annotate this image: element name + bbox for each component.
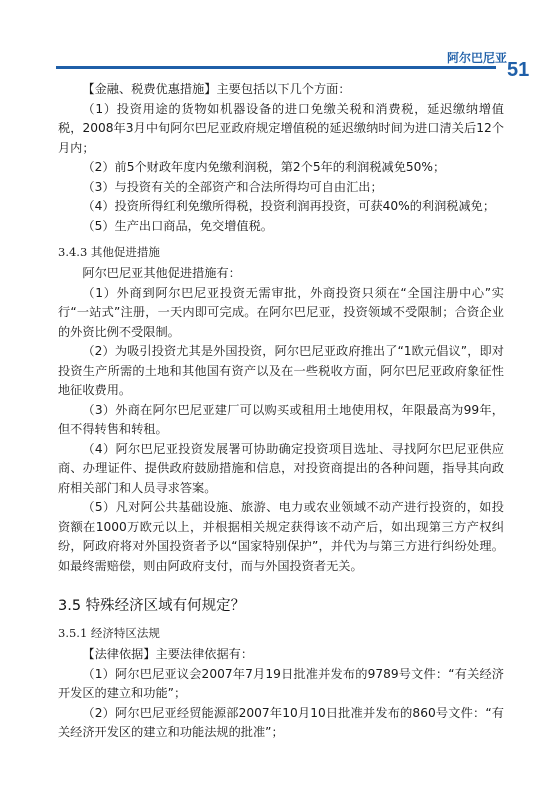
header-title: 阿尔巴尼亚 xyxy=(446,51,507,65)
section-3-5-heading: 3.5 特殊经济区域有何规定？ xyxy=(58,598,246,614)
header-rule xyxy=(56,66,496,69)
page-number: 51 xyxy=(507,59,530,81)
promotion-item-4: （4）阿尔巴尼亚投资发展署可协助确定投资项目选址、寻找阿尔巴尼亚供应商、办理证件、提供政府鼓励措施和信息，对投资商提出的各种问题，指导其向政府相关部门和人员寻求答案。 xyxy=(58,441,504,495)
promotion-item-2: （2）为吸引投资尤其是外国投资，阿尔巴尼亚政府推出了“1欧元倡议”，即对投资生产所需的土地和其他国有资产以及在一些税收方面，阿尔巴尼亚政府象征性地征收费用。 xyxy=(58,344,504,397)
finance-item-3: （3）与投资有关的全部资产和合法所得均可自由汇出； xyxy=(82,179,383,194)
promotion-item-1: （1）外商到阿尔巴尼亚投资无需审批，外商投资只须在“全国注册中心”实行“一站式”注册，一天内即可完成。在阿尔巴尼亚，投资领域不受限制；合资企业的外资比例不受限制。 xyxy=(58,285,504,339)
promotion-item-5: （5）凡对阿公共基础设施、旅游、电力或农业领域不动产进行投资的，如投资额在1000万欧元以上，并根据相关规定获得该不动产后，如出现第三方产权纠纷，阿政府将对外国投资者予以“国家特别保护”，并代为与第三方进行纠纷处理。如最终需赔偿，则由阿政府支付，而与外国投资者无关。 xyxy=(58,500,504,573)
page-content xyxy=(58,80,504,743)
finance-item-5: （5）生产出口商品，免交增值税。 xyxy=(82,218,273,233)
legal-basis-item-2: （2）阿尔巴尼亚经贸能源部2007年10月10日批准并发布的860号文件：“有关经济开发区的建立和功能法规的批准”； xyxy=(58,705,504,739)
promotion-item-3: （3）外商在阿尔巴尼亚建厂可以购买或租用土地使用权，年限最高为99年，但不得转售和转租。 xyxy=(58,402,504,436)
legal-basis-intro: 【法律依据】主要法律依据有： xyxy=(82,647,254,661)
promotion-intro: 阿尔巴尼亚其他促进措施有： xyxy=(82,266,241,280)
finance-item-1: （1）投资用途的货物如机器设备的进口免缴关税和消费税，延迟缴纳增值税，2008年3月中旬阿尔巴尼亚政府规定增值税的延迟缴纳时间为进口清关后12个月内； xyxy=(58,101,504,155)
section-3-5-1-heading: 3.5.1 经济特区法规 xyxy=(58,626,160,640)
finance-intro: 【金融、税费优惠措施】主要包括以下几个方面： xyxy=(82,82,351,96)
section-3-4-3-heading: 3.4.3 其他促进措施 xyxy=(58,245,160,259)
finance-item-2: （2）前5个财政年度内免缴利润税，第2个5年的利润税减免50%； xyxy=(82,160,446,174)
legal-basis-item-1: （1）阿尔巴尼亚议会2007年7月19日批准并发布的9789号文件：“有关经济开发区的建立和功能”； xyxy=(58,666,504,700)
finance-item-4: （4）投资所得红利免缴所得税，投资利润再投资，可获40%的利润税减免； xyxy=(82,199,496,213)
